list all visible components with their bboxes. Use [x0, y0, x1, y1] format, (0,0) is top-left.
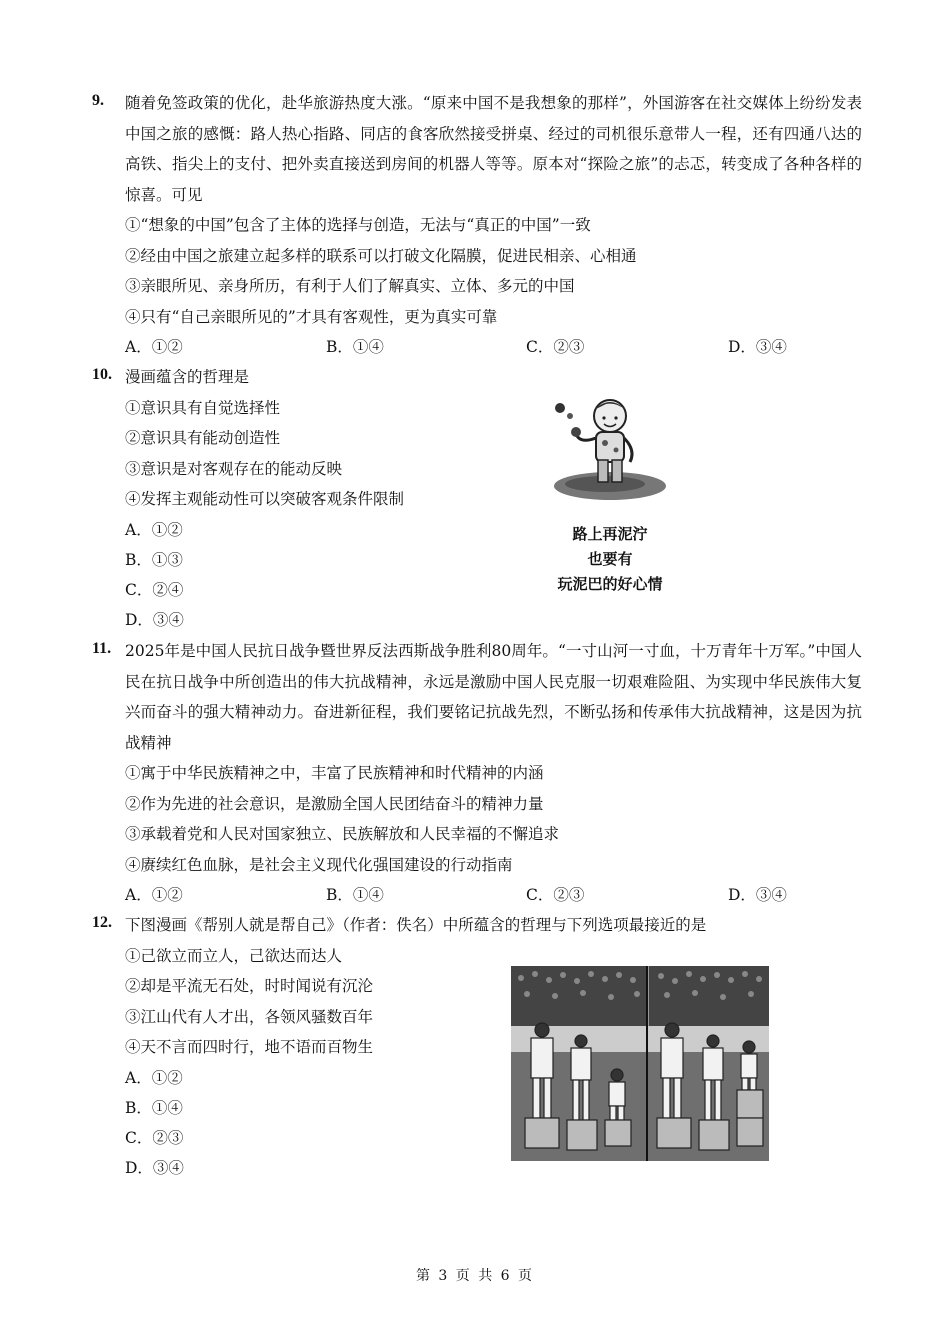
- statement-1: ①“想象的中国”包含了主体的选择与创造，无法与“真正的中国”一致: [125, 216, 591, 234]
- page-footer: 第 3 页 共 6 页: [415, 1268, 535, 1284]
- question-stem: 随着免签政策的优化，赴华旅游热度大涨。“原来中国不是我想象的那样”，外国游客在社交媒体上纷纷发表中国之旅的感慨：路人热心指路、同店的食客欣然接受拼桌、经过的司机很乐意带人一程，还有四通八达的高铁、指尖上的支付、把外卖直接送到房间的机器人等等。原本对“探险之旅”的忐忑，转变成了各种各样的惊喜。可见: [125, 94, 862, 204]
- cartoon-caption-line-2: 也要有: [587, 550, 633, 568]
- statement-3: ③承载着党和人民对国家独立、民族解放和人民幸福的不懈追求: [125, 825, 560, 843]
- statement-4: ④只有“自己亲眼所见的”才具有客观性，更为真实可靠: [125, 307, 498, 326]
- option-b[interactable]: B．①④: [326, 886, 384, 904]
- statement-3: ③亲眼所见、亲身所历，有利于人们了解真实、立体、多元的中国: [125, 277, 575, 295]
- option-d[interactable]: D．③④: [728, 886, 787, 904]
- option-a[interactable]: A．①②: [125, 886, 183, 904]
- option-c[interactable]: C．②③: [526, 338, 585, 356]
- question-stem: 漫画蕴含的哲理是: [125, 368, 250, 386]
- option-d[interactable]: D．③④: [125, 610, 184, 629]
- option-c[interactable]: C．②③: [125, 1128, 184, 1147]
- boy-in-mud-illustration: [550, 388, 670, 508]
- cartoon-caption-line-1: 路上再泥泞: [572, 525, 648, 543]
- statement-4: ④发挥主观能动性可以突破客观条件限制: [125, 490, 405, 508]
- cartoon-caption-line-3: 玩泥巴的好心情: [557, 575, 663, 593]
- statement-1: ①意识具有自觉选择性: [125, 398, 281, 417]
- statement-1: ①寓于中华民族精神之中，丰富了民族精神和时代精神的内涵: [125, 764, 544, 782]
- question-stem: 2025年是中国人民抗日战争暨世界反法西斯战争胜利80周年。“一寸山河一寸血，十万青年十万军。”中国人民在抗日战争中所创造出的伟大抗战精神，永远是激励中国人民克服一切艰难险阻、为实现中华民族伟大复兴而奋斗的强大精神动力。奋进新征程，我们要铭记抗战先烈，不断弘扬和传承伟大抗战精神，这是因为抗战精神: [125, 642, 862, 752]
- option-b[interactable]: B．①④: [125, 1098, 183, 1117]
- statement-3: ③意识是对客观存在的能动反映: [125, 459, 343, 478]
- statement-4: ④天不言而四时行，地不语而百物生: [125, 1038, 374, 1056]
- statement-1: ①己欲立而立人，己欲达而达人: [125, 946, 343, 965]
- option-c[interactable]: C．②③: [526, 886, 585, 904]
- statement-2: ②却是平流无石处，时时闻说有沉沦: [125, 977, 374, 995]
- statement-2: ②意识具有能动创造性: [125, 429, 281, 447]
- statement-2: ②经由中国之旅建立起多样的联系可以打破文化隔膜，促进民相亲、心相通: [125, 246, 637, 265]
- option-b[interactable]: B．①③: [125, 550, 183, 569]
- question-number: 9.: [92, 92, 104, 109]
- stadium-cartoon: [511, 966, 769, 1161]
- question-10: [92, 362, 862, 635]
- question-11: [92, 636, 862, 911]
- option-a[interactable]: A．①②: [125, 520, 183, 539]
- option-d[interactable]: D．③④: [125, 1158, 184, 1177]
- option-c[interactable]: C．②④: [125, 580, 184, 599]
- statement-3: ③江山代有人才出，各领风骚数百年: [125, 1007, 374, 1026]
- option-d[interactable]: D．③④: [728, 338, 787, 356]
- answer-options: [125, 880, 862, 911]
- question-number: 12.: [92, 914, 112, 931]
- option-b[interactable]: B．①④: [326, 338, 384, 356]
- option-a[interactable]: A．①②: [125, 338, 183, 356]
- statement-2: ②作为先进的社会意识，是激励全国人民团结奋斗的精神力量: [125, 794, 544, 813]
- question-number: 11.: [92, 640, 112, 657]
- statement-4: ④赓续红色血脉，是社会主义现代化强国建设的行动指南: [125, 855, 513, 874]
- answer-options: [125, 332, 862, 363]
- crowd-watching-illustration: [511, 966, 769, 1161]
- question-number: 10.: [92, 366, 112, 383]
- option-a[interactable]: A．①②: [125, 1068, 183, 1087]
- question-9: [92, 88, 862, 363]
- mud-cartoon: [550, 388, 670, 598]
- question-stem: 下图漫画《帮别人就是帮自己》（作者：佚名）中所蕴含的哲理与下列选项最接近的是: [125, 916, 707, 934]
